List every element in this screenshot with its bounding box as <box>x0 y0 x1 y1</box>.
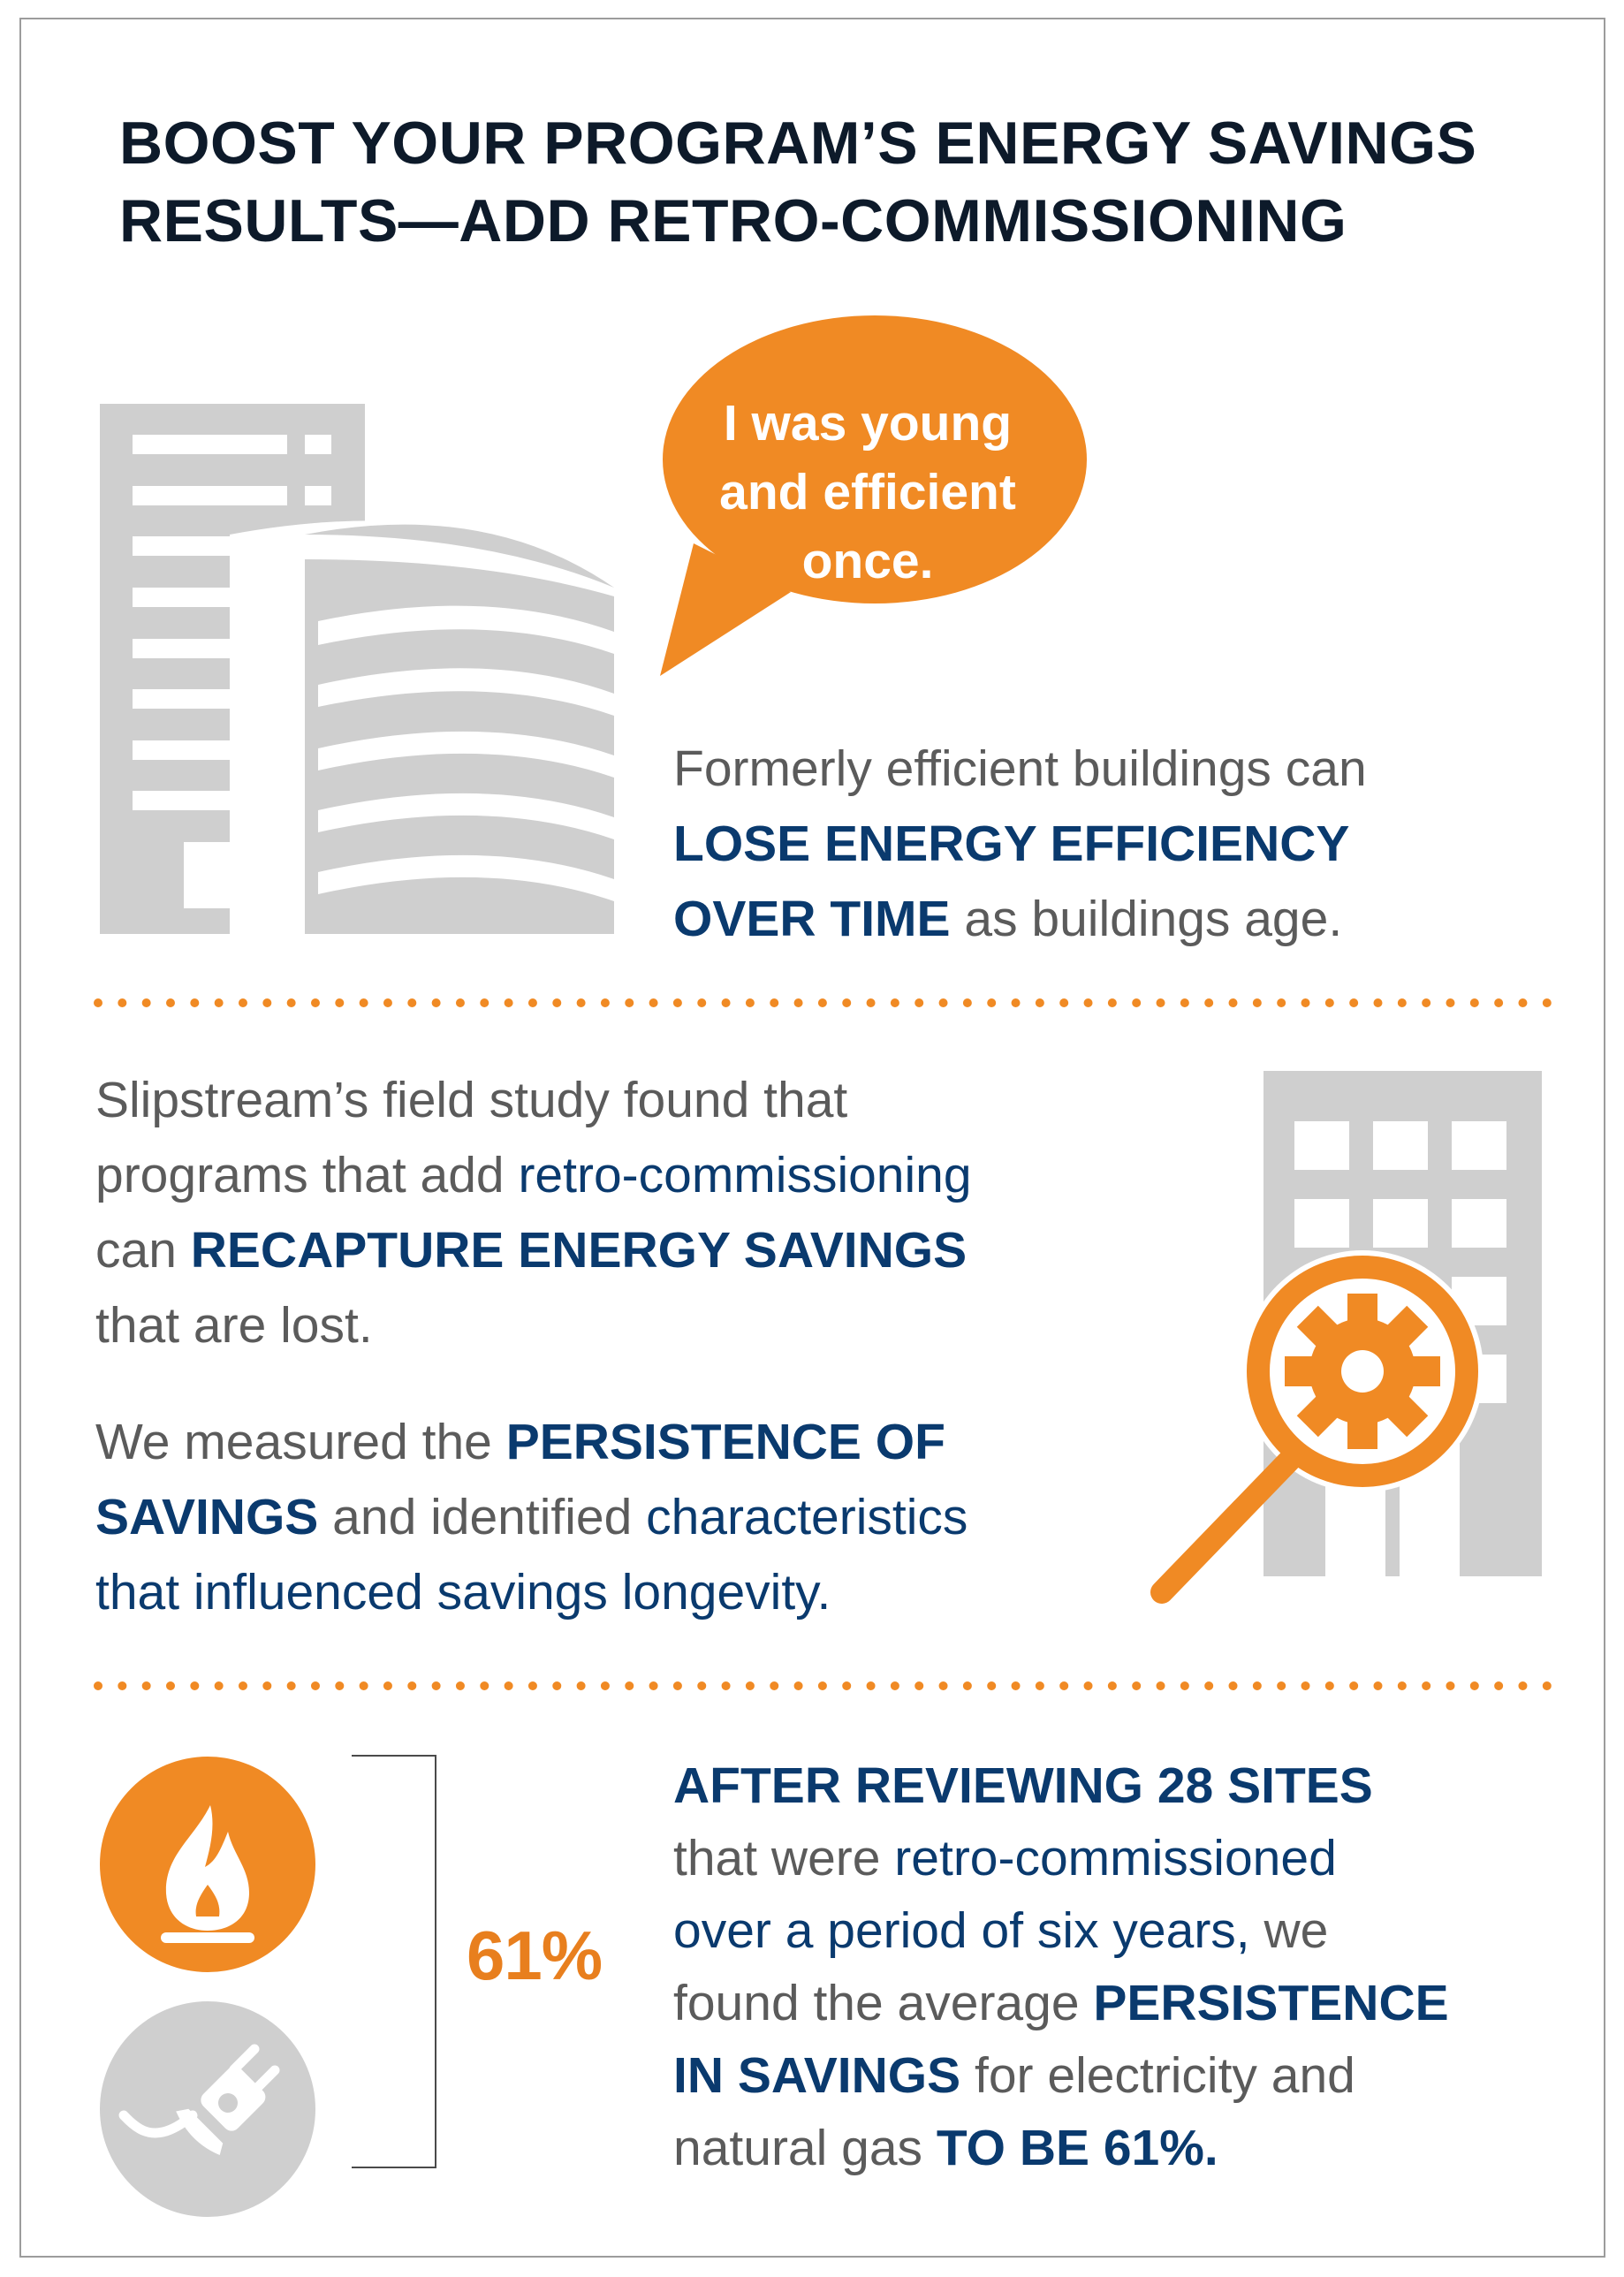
bubble-line-3: once. <box>801 533 934 589</box>
s2p2-text-2: and identified <box>318 1489 647 1545</box>
s3-text-1: that were <box>673 1830 895 1886</box>
s2p1-text-3: can <box>95 1222 191 1279</box>
s3-text-2: we <box>1249 1902 1329 1959</box>
s2p1-text-4: that are lost. <box>95 1297 373 1354</box>
s3-text-5: natural gas <box>673 2120 937 2176</box>
section-1-text <box>673 732 1601 957</box>
s1-text-1: Formerly efficient buildings can <box>673 740 1367 797</box>
s1-highlight-2: OVER TIME <box>673 891 951 947</box>
section-3-text <box>673 1749 1601 2184</box>
s2p1-highlight-2: RECAPTURE ENERGY SAVINGS <box>190 1222 968 1279</box>
magnifying-glass-gear-icon <box>1149 1071 1546 1619</box>
page-title <box>119 104 1551 260</box>
s3-highlight-5: IN SAVINGS <box>673 2047 961 2104</box>
s3-highlight-6: TO BE 61%. <box>936 2120 1218 2176</box>
gas-flame-icon <box>97 1754 318 1975</box>
s1-text-2: as buildings age. <box>950 891 1343 947</box>
s3-text-4: for electricity and <box>960 2047 1355 2104</box>
s2p1-text-2: programs that add <box>95 1147 519 1203</box>
dotted-divider <box>94 994 1552 1012</box>
s3-highlight-3: over a period of six years, <box>673 1902 1250 1959</box>
bubble-line-1: I was young <box>723 395 1013 452</box>
s2p2-highlight-4: that influenced savings longevity. <box>95 1564 831 1620</box>
persistence-percent: 61% <box>467 1916 603 1994</box>
office-building-icon <box>97 402 627 937</box>
speech-bubble-text <box>682 389 1053 596</box>
dotted-divider <box>94 1677 1552 1695</box>
s2p2-highlight-3: characteristics <box>646 1489 968 1545</box>
s2p2-highlight-1: PERSISTENCE OF <box>505 1414 945 1470</box>
section-2-paragraph-1 <box>95 1063 1200 1363</box>
s2p2-highlight-2: SAVINGS <box>95 1489 319 1545</box>
s1-highlight-1: LOSE ENERGY EFFICIENCY <box>673 816 1350 872</box>
s2p1-text-1: Slipstream’s field study found that <box>95 1072 848 1128</box>
s2p1-highlight-1: retro-commissioning <box>518 1147 972 1203</box>
s3-text-3: found the average <box>673 1975 1094 2031</box>
electric-plug-icon <box>97 1999 318 2220</box>
s3-highlight-1: AFTER REVIEWING 28 SITES <box>673 1757 1373 1814</box>
bracket-line <box>347 1754 444 2169</box>
s3-highlight-2: retro-commissioned <box>894 1830 1337 1886</box>
bubble-line-2: and efficient <box>719 464 1016 520</box>
s2p2-text-1: We measured the <box>95 1414 506 1470</box>
s3-highlight-4: PERSISTENCE <box>1093 1975 1449 2031</box>
title-line-2: RESULTS—ADD RETRO-COMMISSIONING <box>119 187 1347 254</box>
title-line-1: BOOST YOUR PROGRAM’S ENERGY SAVINGS <box>119 110 1477 177</box>
section-2-paragraph-2 <box>95 1405 1200 1630</box>
